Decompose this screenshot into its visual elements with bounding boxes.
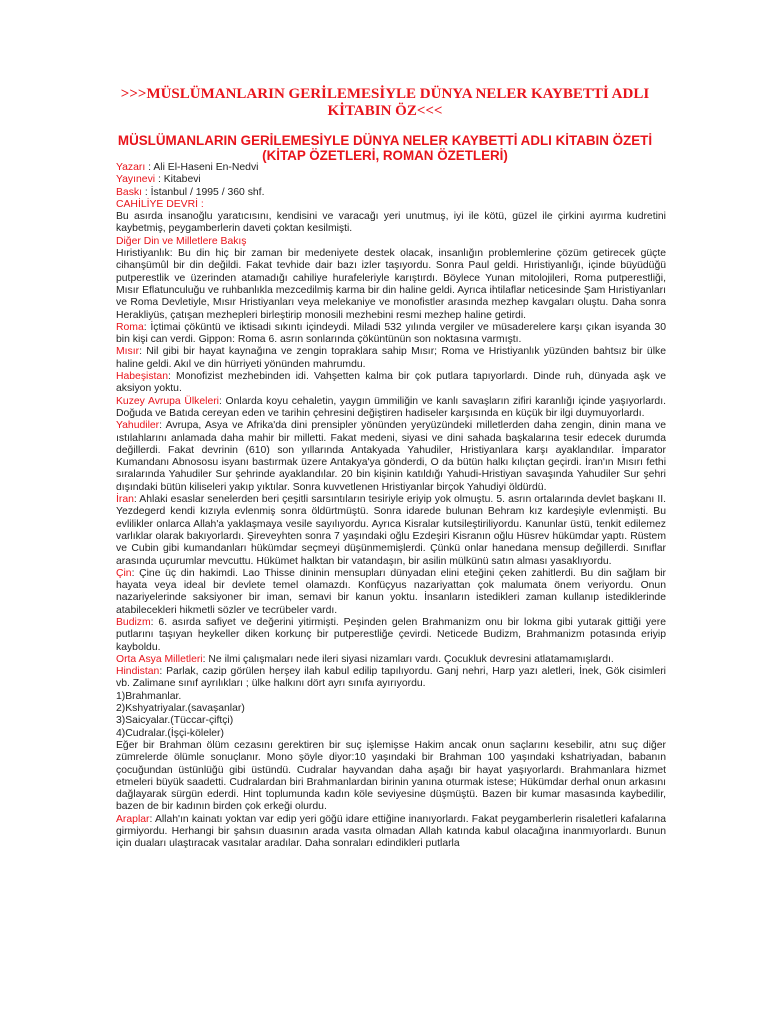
abyssinia-paragraph xyxy=(116,371,666,396)
iran-text: : Ahlaki esaslar senelerden beri çeşitli sarsıntıların tesiriyle eriyip yok olmuştu. 5. asrın ortalarında devlet başkanı II. Yezdegerd kendi kızıyla evlenmiş sonra öldürtmüştü. Sonra idarede bulunan Behram kız kardeşiyle evlenmişti. Bu evlilikler onlarca Allah'a yaklaşmaya vesile sayılıyordu. Ayrıca Kisralar kutsileştiriliyordu. Kanunlar üstü, tenkit edilemez varlıklar olarak bakıyorlardı. Şireveyhten sonra 7 yaşındaki oğlu Ezdeşiri Kisranın oğlu Hüsrev hükümdar yaptı. Rüstem ve Cubin gibi kumandanları hükümdar seçmeyi düşünmemişlerdi. Çünkü onlar hanedana mensup değillerdi. Sınıflar arasında uçurumlar mevcuttu. Hükümet halktan bir vatandaşın, bir asilin mülkünü satın alması yasaklıyordu. xyxy=(116,494,666,567)
arabs-text: : Allah'ın kainatı yoktan var edip yeri göğü idare ettiğine inanıyorlardı. Fakat peygamberlerin risaletleri kafalarına girmiyordu. Herhangi bir şahsın duasının arada vasıta olmadan Allah katında kabul olacağına inanmıyorlardı. Bunun için duaları ulaştıracak vasıtalar aradılar. Daha sonraları edindikleri putlarla xyxy=(116,813,666,850)
india-label: Hindistan xyxy=(116,666,160,678)
north-europe-label: Kuzey Avrupa Ülkeleri xyxy=(116,395,219,407)
author-value: : Ali El-Haseni En-Nedvi xyxy=(145,162,259,173)
buddhism-label: Budizm xyxy=(116,616,151,628)
china-text: : Çine üç din hakimdi. Lao Thisse dininin mensupları dünyadan elini eteğini çeken zahitlerdi. Bu din sağlam bir hayata veya ideal bir devlete temel olamazdı. Konfüçyus nazariyattan çok malumata önem veriyordu. Onun nazariyelerinde saksiyoner bir iman, semavi bir kanun yoktu. İnsanların istedikleri zaman kullanıp istediklerinde atabilecekleri hikmetli sözler ve tecrübeler vardı. xyxy=(116,567,666,616)
iran-paragraph xyxy=(116,494,666,568)
document-body xyxy=(116,162,666,851)
list-item: 2)Kshyatriyalar.(savaşanlar) xyxy=(116,703,245,715)
iran-label: İran xyxy=(116,494,134,506)
north-europe-paragraph xyxy=(116,396,666,421)
india-text: : Parlak, cazip görülen herşey ilah kabul edilip tapılıyordu. Ganj nehri, Harp yazı aletleri, İnek, Gök cisimleri vb. Zalimane sınıf ayrılıkları ; ülke halkını dört ayrı sınıfa ayırıyordu. xyxy=(116,666,666,690)
abyssinia-text: : Monofizist mezhebinden idi. Vahşetten kalma bir çok putlara tapıyorlardı. Dinde ruh, dünyada aşk ve aksiyon yoktu. xyxy=(116,371,666,395)
main-title: >>>MÜSLÜMANLARIN GERİLEMESİYLE DÜNYA NELER KAYBETTİ ADLI KİTABIN ÖZ<<< xyxy=(120,86,650,119)
jews-label: Yahudiler xyxy=(116,420,160,432)
rome-label: Roma xyxy=(116,321,144,333)
christianity-paragraph: Hıristiyanlık: Bu din hiç bir zaman bir medeniyete destek olacak, insanlığın problemlerine çözüm getirecek güçte cihanşümûl bir din değildi. Fakat tevhide dair bazı izler taşıyordu. Sonra Paul geldi. Hıristiyanlığı, içinde büyüdüğü putperestlik ve üzerinden atamadığı cahiliye hurafeleriyle karıştırdı. Böylece Yunan mitolojileri, Roma putperestliği, Mısır Eflatunculuğu ve ruhbanlıkla mezcedilmiş karma bir din haline geldi. Ayrıca ihtilaflar neticesinde Şam Hıristiyanları ve Roma Devletiyle, Mısır Hristiyanları veya melekaniye ve monofistler arasında mezhep kavgaları oluştu. Daha sonra Herakliyüs, çatışan mezhepleri birleştirip monosili mezhebini resmi mezhep haline getirdi. xyxy=(116,248,666,321)
egypt-text: : Nil gibi bir hayat kaynağına ve zengin topraklara sahip Mısır; Roma ve Hristiyanlık yüzünden bahtsız bir ülke haline geldi. Akıl ve din hürriyeti yönünden mahrumdu. xyxy=(116,346,666,370)
cahiliye-paragraph: Bu asırda insanoğlu yaratıcısını, kendisini ve varacağı yeri unutmuş, iyi ile kötü, güzel ile çirkini ayırma kudretini kaybetmiş, peygamberlerin daveti çoktan kesilmişti. xyxy=(116,211,666,235)
abyssinia-label: Habeşistan xyxy=(116,371,168,383)
central-asia-label: Orta Asya Milletleri xyxy=(116,653,203,665)
caste-list xyxy=(116,691,666,740)
author-label: Yazarı xyxy=(116,162,146,173)
cahiliye-heading: CAHİLİYE DEVRİ : xyxy=(116,198,204,210)
rome-paragraph xyxy=(116,322,666,347)
edition-line xyxy=(116,187,666,199)
edition-value: : İstanbul / 1995 / 360 shf. xyxy=(142,186,265,198)
arabs-label: Araplar xyxy=(116,813,150,825)
rome-text: : İçtimai çöküntü ve iktisadi sıkıntı içindeydi. Miladi 532 yılında vergiler ve müsaderelere karşı çıkan isyanda 30 bin kişi can verdi. Gippon: Roma 6. asrın sonlarında çöküntünün son noktasına varmıştı. xyxy=(116,321,666,346)
publisher-line xyxy=(116,174,666,186)
buddhism-paragraph xyxy=(116,617,666,654)
list-item: 3)Saicyalar.(Tüccar-çiftçi) xyxy=(116,715,234,727)
publisher-value: : Kitabevi xyxy=(155,174,201,186)
other-religions-heading: Diğer Din ve Milletlere Bakış xyxy=(116,235,247,247)
central-asia-paragraph xyxy=(116,654,666,666)
sub-title: MÜSLÜMANLARIN GERİLEMESİYLE DÜNYA NELER KAYBETTİ ADLI KİTABIN ÖZETİ (KİTAP ÖZETLERİ, ROMAN ÖZETLERİ) xyxy=(117,133,653,163)
arabs-paragraph xyxy=(116,814,666,851)
list-item: 1)Brahmanlar. xyxy=(116,690,182,702)
jews-text: : Avrupa, Asya ve Afrika'da dini prensipler yönünden yeryüzündeki milletlerden daha zengin, dinin mana ve ıstılahlarını anlamada daha mahir bir milletti. Fakat medeni, siyasi ve dini sahada başkalarına tesir edecek durumda değillerdi. Fakat devrinin (610) son yıllarında Antakyada Yahudiler, Hristiyanlara karşı ayaklandılar. İmparator Kumandanı Abnososu isyanı bastırmak üzere Antakya'ya gönderdi, O da bütün halkı kılıçtan geçirdi. İran'ın Mısırı fethi sıralarında Yahudiler Sur şehrinde ayaklandılar. 20 bin kişinin katıldığı Yahudi-Hristiyan savaşında Yahudiler Sur şehri dışındaki bütün kiliseleri yakıp yıktılar. Sonra kuvvetlenen Hristiyanlar birçok Yahudiyi öldürdü. xyxy=(116,420,666,493)
author-line xyxy=(116,162,666,174)
china-label: Çin xyxy=(116,567,132,579)
jews-paragraph xyxy=(116,420,666,494)
egypt-label: Mısır xyxy=(116,346,140,358)
north-europe-text: : Onlarda koyu cehaletin, yaygın ümmiliğin ve kanlı savaşların zifiri karanlığı içinde yaşıyorlardı. Doğuda ve Batıda cereyan eden ve tarihin çehresini değiştiren hadiseler karşısında en küçük bir ilgi duymuyorlardı. xyxy=(116,395,666,419)
list-item: 4)Cudralar.(İşçi-köleler) xyxy=(116,727,224,739)
central-asia-text: : Ne ilmi çalışmaları nede ileri siyasi nizamları vardı. Çocukluk devresini atlatamamışlardı. xyxy=(202,653,614,665)
china-paragraph xyxy=(116,568,666,617)
edition-label: Baskı xyxy=(116,186,142,198)
egypt-paragraph xyxy=(116,346,666,371)
publisher-label: Yayınevi xyxy=(116,174,156,186)
brahman-paragraph: Eğer bir Brahman ölüm cezasını gerektiren bir suç işlemişse Hakim ancak onun saçlarını kesebilir, atnı suç diğer zümrelerde ölümle sonuçlanır. Mono şöyle diyor:10 yaşındaki bir Brahman 100 yaşındaki kshatriyadan, babanın çocuğundan üstünlüğü gibi üstündü. Cudralar hayvandan daha aşağı bir hayat yaşıyorlardı. Brahmanlara hizmet etmeleri büyük saadetti. Cudralardan biri Brahmanlardan birinin yanına oturmak istese; Hükümdar derhal onun arkasını dağlayarak sürgün ederdi. Hint toplumunda kadın köle seviyesine düşmüştü. Bazen bir kumar masasında kaybedilir, bazen de bir kadının birden çok erkeği olurdu. xyxy=(116,739,666,813)
india-paragraph xyxy=(116,666,666,691)
buddhism-text: : 6. asırda safiyet ve değerini yitirmişti. Peşinden gelen Brahmanizm onu bir lokma gibi yutarak gittiği yere putlarını taşıyan heykeller diken korkunç bir putperestliğe çevirdi. Neticede Budizm, Brahmanizm potasında eriyip kayboldu. xyxy=(116,616,666,653)
